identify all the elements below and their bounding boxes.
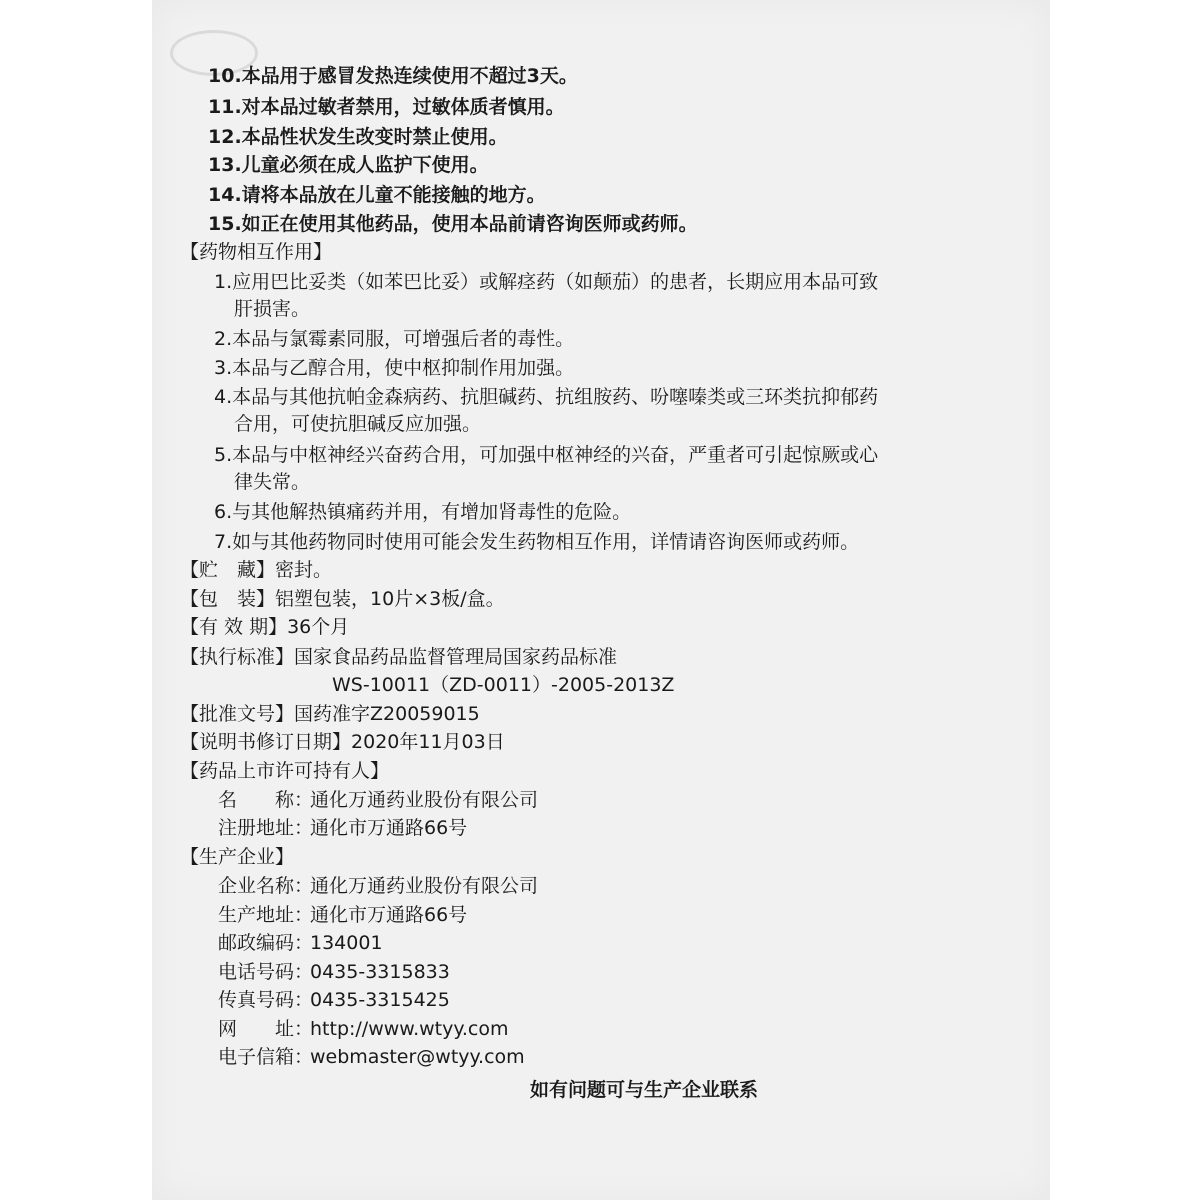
manufacturer-label: 企业名称： bbox=[218, 875, 314, 897]
standard-row bbox=[180, 645, 617, 669]
holder-address-value: 通化市万通路66号 bbox=[310, 817, 468, 839]
manufacturer-website: http://www.wtyy.com bbox=[310, 1018, 509, 1040]
footer-note: 如有问题可与生产企业联系 bbox=[530, 1079, 759, 1101]
manufacturer-label: 网 址： bbox=[218, 1018, 314, 1040]
package-row bbox=[180, 587, 505, 611]
manufacturer-value: 通化万通药业股份有限公司 bbox=[310, 875, 539, 897]
warning-item: 12.本品性状发生改变时禁止使用。 bbox=[208, 126, 508, 148]
holder-heading: 【药品上市许可持有人】 bbox=[180, 760, 390, 782]
revision-row bbox=[180, 730, 505, 754]
package-label: 【包 装】 bbox=[180, 588, 276, 610]
approval-value: 国药准字Z20059015 bbox=[294, 703, 480, 725]
approval-label: 【批准文号】 bbox=[180, 703, 295, 725]
revision-label: 【说明书修订日期】 bbox=[180, 731, 352, 753]
standard-code: WS-10011（ZD-0011）-2005-2013Z bbox=[332, 674, 675, 696]
manufacturer-row bbox=[218, 903, 467, 927]
storage-value: 密封。 bbox=[275, 559, 333, 581]
validity-row bbox=[180, 615, 349, 639]
manufacturer-row bbox=[218, 1017, 509, 1041]
manufacturer-label: 传真号码： bbox=[218, 989, 314, 1011]
holder-address-row bbox=[218, 816, 467, 840]
standard-value: 国家食品药品监督管理局国家药品标准 bbox=[294, 646, 618, 668]
interaction-item: 3.本品与乙醇合用，使中枢抑制作用加强。 bbox=[214, 357, 575, 379]
manufacturer-row bbox=[218, 988, 450, 1012]
manufacturer-row bbox=[218, 874, 538, 898]
interaction-item: 1.应用巴比妥类（如苯巴比妥）或解痉药（如颠茄）的患者，长期应用本品可致 bbox=[214, 271, 879, 293]
interaction-item: 5.本品与中枢神经兴奋药合用，可加强中枢神经的兴奋，严重者可引起惊厥或心 bbox=[214, 444, 879, 466]
manufacturer-label: 邮政编码： bbox=[218, 932, 314, 954]
holder-address-label: 注册地址： bbox=[218, 817, 314, 839]
manufacturer-value: 0435-3315833 bbox=[310, 961, 450, 983]
warning-item: 10.本品用于感冒发热连续使用不超过3天。 bbox=[208, 65, 578, 87]
interaction-item: 2.本品与氯霉素同服，可增强后者的毒性。 bbox=[214, 328, 575, 350]
manufacturer-row bbox=[218, 960, 450, 984]
interactions-heading: 【药物相互作用】 bbox=[180, 241, 333, 263]
package-value: 铝塑包装，10片×3板/盒。 bbox=[275, 588, 505, 610]
manufacturer-label: 电话号码： bbox=[218, 961, 314, 983]
warning-item: 13.儿童必须在成人监护下使用。 bbox=[208, 154, 489, 176]
validity-label: 【有 效 期】 bbox=[180, 616, 288, 638]
manufacturer-row bbox=[218, 931, 383, 955]
validity-value: 36个月 bbox=[287, 616, 350, 638]
warning-item: 15.如正在使用其他药品，使用本品前请咨询医师或药师。 bbox=[208, 213, 698, 235]
manufacturer-label: 电子信箱： bbox=[218, 1046, 314, 1068]
manufacturer-value: 通化市万通路66号 bbox=[310, 904, 468, 926]
manufacturer-row bbox=[218, 1045, 525, 1069]
holder-name-value: 通化万通药业股份有限公司 bbox=[310, 789, 539, 811]
revision-value: 2020年11月03日 bbox=[351, 731, 505, 753]
manufacturer-value: 134001 bbox=[310, 932, 383, 954]
warning-item: 11.对本品过敏者禁用，过敏体质者慎用。 bbox=[208, 96, 565, 118]
warning-item: 14.请将本品放在儿童不能接触的地方。 bbox=[208, 184, 546, 206]
interaction-item: 6.与其他解热镇痛药并用，有增加肾毒性的危险。 bbox=[214, 501, 632, 523]
storage-label: 【贮 藏】 bbox=[180, 559, 276, 581]
interaction-item-continued: 肝损害。 bbox=[234, 298, 311, 320]
storage-row bbox=[180, 558, 332, 582]
manufacturer-label: 生产地址： bbox=[218, 904, 314, 926]
interaction-item: 7.如与其他药物同时使用可能会发生药物相互作用，详情请咨询医师或药师。 bbox=[214, 531, 860, 553]
approval-row bbox=[180, 702, 480, 726]
manufacturer-value: 0435-3315425 bbox=[310, 989, 450, 1011]
manufacturer-heading: 【生产企业】 bbox=[180, 846, 295, 868]
standard-label: 【执行标准】 bbox=[180, 646, 295, 668]
manufacturer-email: webmaster@wtyy.com bbox=[310, 1046, 525, 1068]
holder-name-row bbox=[218, 788, 538, 812]
interaction-item-continued: 律失常。 bbox=[234, 471, 311, 493]
holder-name-label: 名 称： bbox=[218, 789, 314, 811]
interaction-item-continued: 合用，可使抗胆碱反应加强。 bbox=[234, 413, 482, 435]
interaction-item: 4.本品与其他抗帕金森病药、抗胆碱药、抗组胺药、吩噻嗪类或三环类抗抑郁药 bbox=[214, 386, 879, 408]
